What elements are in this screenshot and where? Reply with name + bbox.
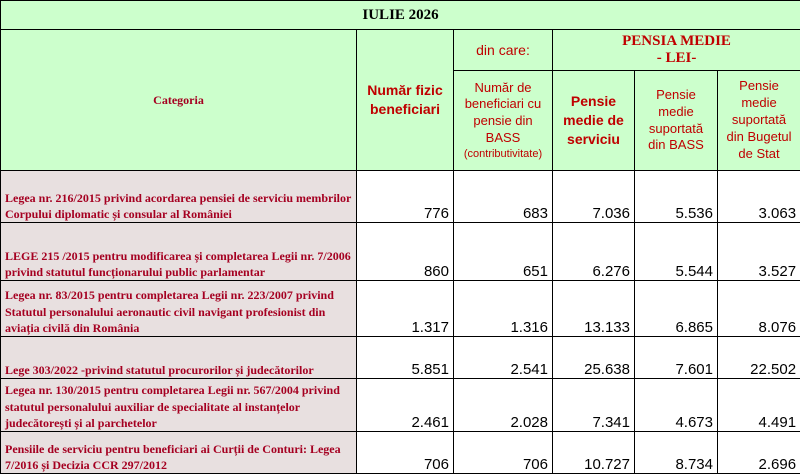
row-bass: 8.734 — [635, 432, 718, 474]
row-bass: 4.673 — [635, 379, 718, 432]
row-bass-count: 706 — [454, 432, 553, 474]
row-serviciu: 7.341 — [553, 379, 635, 432]
row-buget: 8.076 — [718, 281, 800, 337]
row-numar: 1.317 — [357, 281, 454, 337]
header-pensie-bass: Pensie medie suportată din BASS — [635, 71, 718, 171]
table-row — [1, 337, 800, 379]
row-serviciu: 6.276 — [553, 223, 635, 281]
row-bass: 6.865 — [635, 281, 718, 337]
nr-bass-label: Număr de beneficiari cu pensie din BASS — [464, 79, 542, 146]
nr-bass-note: (contributivitate) — [463, 148, 543, 161]
row-buget: 4.491 — [718, 379, 800, 432]
table-row — [1, 171, 800, 223]
pensia-medie-label: PENSIA MEDIE — [622, 32, 731, 49]
table-row — [1, 281, 800, 337]
header-pensie-buget: Pensie medie suportată din Bugetul de Stat — [718, 71, 800, 171]
row-numar: 2.461 — [357, 379, 454, 432]
row-buget: 2.696 — [718, 432, 800, 474]
row-numar: 860 — [357, 223, 454, 281]
row-serviciu: 7.036 — [553, 171, 635, 223]
row-category: LEGE 215 /2015 pentru modificarea și completarea Legii nr. 7/2006 privind statutul funcționarului public parlamentar — [1, 223, 357, 281]
row-numar: 776 — [357, 171, 454, 223]
row-bass: 5.536 — [635, 171, 718, 223]
row-bass-count: 651 — [454, 223, 553, 281]
row-category: Lege 303/2022 -privind statutul procurorilor și judecătorilor — [1, 337, 357, 379]
row-category: Legea nr. 130/2015 pentru completarea Legii nr. 567/2004 privind statutul personalului auxiliar de specialitate al instanțelor judecătorești și al parchetelor — [1, 379, 357, 432]
row-bass: 7.601 — [635, 337, 718, 379]
header-categoria: Categoria — [1, 30, 357, 171]
row-category: Legea nr. 216/2015 privind acordarea pensiei de serviciu membrilor Corpului diplomatic și consular al României — [1, 171, 357, 223]
row-serviciu: 25.638 — [553, 337, 635, 379]
row-buget: 3.063 — [718, 171, 800, 223]
row-bass-count: 2.028 — [454, 379, 553, 432]
row-category: Legea nr. 83/2015 pentru completarea Legii nr. 223/2007 privind Statutul personalului aeronautic civil navigant profesionist din aviația civilă din România — [1, 281, 357, 337]
table-row — [1, 379, 800, 432]
header-numar-fizic: Număr fizic beneficiari — [357, 30, 454, 171]
table-row — [1, 432, 800, 474]
table-title: IULIE 2026 — [1, 1, 800, 30]
header-pensie-serviciu: Pensie medie de serviciu — [553, 71, 635, 171]
row-serviciu: 13.133 — [553, 281, 635, 337]
header-row-1 — [1, 30, 800, 71]
row-bass-count: 2.541 — [454, 337, 553, 379]
lei-label: - LEI- — [656, 50, 697, 66]
header-pensia-medie — [553, 30, 800, 71]
row-category: Pensiile de serviciu pentru beneficiari ai Curții de Conturi: Legea 7/2016 și Decizia CCR 297/2012 — [1, 432, 357, 474]
row-serviciu: 10.727 — [553, 432, 635, 474]
header-nr-bass — [454, 71, 553, 171]
row-numar: 5.851 — [357, 337, 454, 379]
title-row — [1, 1, 800, 30]
row-buget: 22.502 — [718, 337, 800, 379]
row-bass: 5.544 — [635, 223, 718, 281]
table-row — [1, 223, 800, 281]
row-buget: 3.527 — [718, 223, 800, 281]
row-bass-count: 683 — [454, 171, 553, 223]
row-numar: 706 — [357, 432, 454, 474]
row-bass-count: 1.316 — [454, 281, 553, 337]
header-din-care: din care: — [454, 30, 553, 71]
